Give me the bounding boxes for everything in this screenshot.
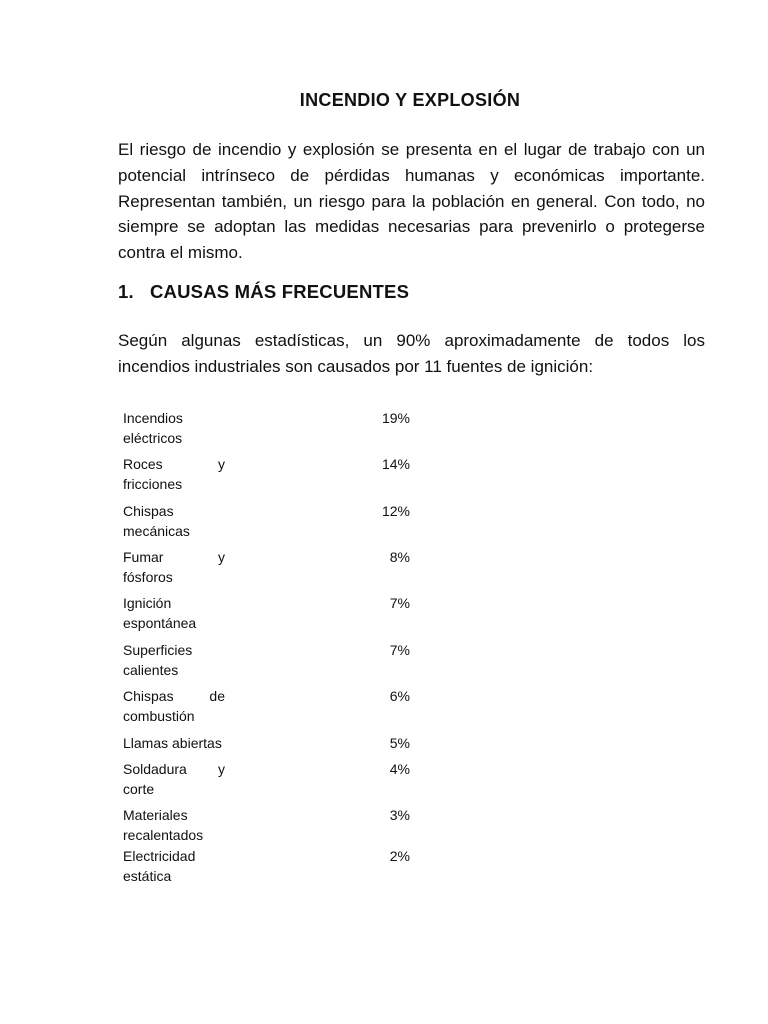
cause-percent: 5% [389,735,410,751]
cause-label: Soldadura y corte [123,761,225,797]
cause-percent: 7% [389,642,410,658]
cause-label: Incendios eléctricos [123,410,183,446]
cause-label: Materiales recalentados [123,807,204,843]
cause-label: Chispas mecánicas [123,503,190,539]
cause-percent: 7% [389,595,410,611]
intro-paragraph: El riesgo de incendio y explosión se presenta en el lugar de trabajo con un potencial intrínseco de pérdidas humanas y económicas importante. Representan también, un riesgo para la población en general. Con todo, no siempre se adoptan las medidas necesarias para prevenirlo o protegerse contra el mismo. [118,140,705,263]
cause-label: Chispas de combustión [123,688,225,724]
cause-label: Llamas abiertas [123,735,222,751]
section-heading [118,281,409,303]
cause-row [123,733,423,759]
causes-table [123,408,423,892]
cause-label: Electricidad estática [123,848,196,884]
cause-percent: 8% [389,549,410,565]
cause-row [123,759,423,805]
cause-percent: 6% [389,688,410,704]
cause-row [123,501,423,547]
cause-percent: 3% [389,807,410,823]
cause-row [123,686,423,733]
cause-label: Roces y fricciones [123,456,225,492]
cause-row [123,846,423,892]
section-number: 1. [118,281,134,302]
cause-row [123,640,423,686]
cause-row [123,408,423,454]
cause-percent: 12% [381,503,410,519]
section-paragraph: Según algunas estadísticas, un 90% aproximadamente de todos los incendios industriales son causados por 11 fuentes de ignición: [118,331,705,376]
cause-row [123,454,423,501]
cause-row [123,547,423,593]
cause-percent: 2% [389,848,410,864]
cause-row [123,805,423,846]
cause-row [123,593,423,640]
cause-percent: 4% [389,761,410,777]
cause-label: Fumar y fósforos [123,549,225,585]
cause-label: Ignición espontánea [123,595,197,631]
section-heading-text: CAUSAS MÁS FRECUENTES [150,281,410,302]
cause-percent: 14% [381,456,410,472]
cause-percent: 19% [381,410,410,426]
document-title: INCENDIO Y EXPLOSIÓN [299,90,521,110]
cause-label: Superficies calientes [123,642,193,678]
